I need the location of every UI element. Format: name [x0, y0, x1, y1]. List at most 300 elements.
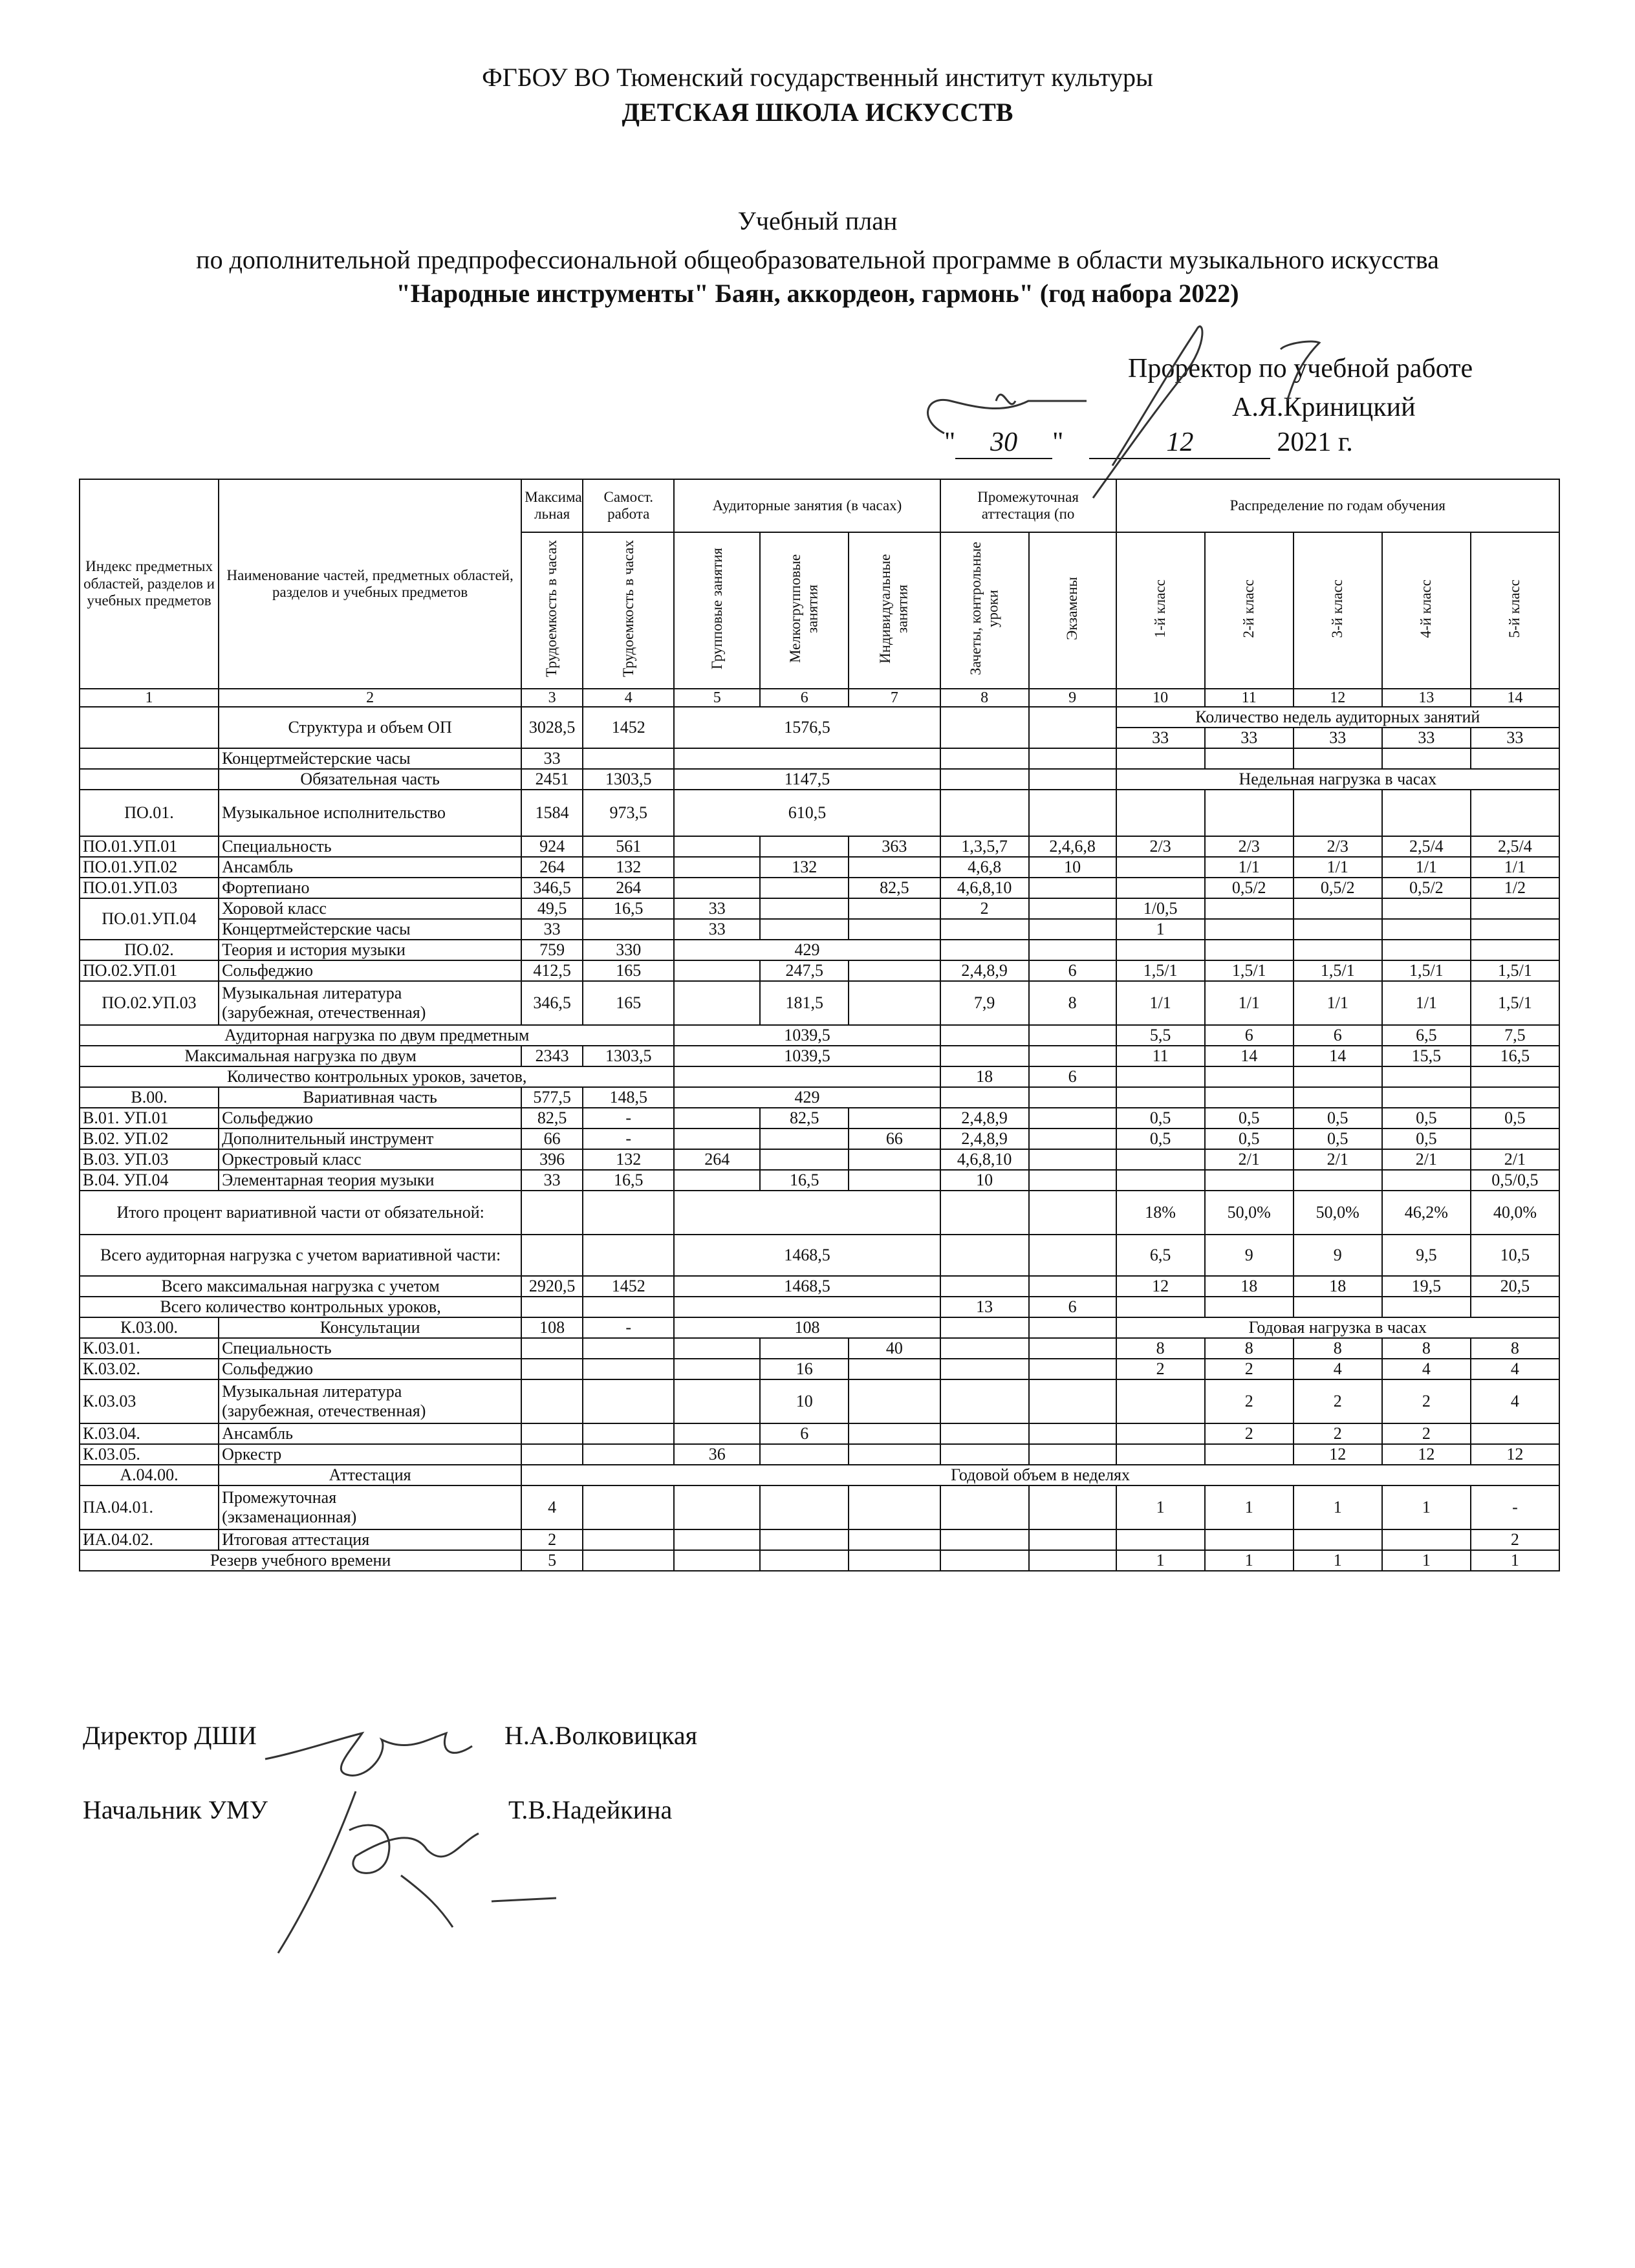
- subject-year-5: 12: [1471, 1444, 1559, 1465]
- subject-max: 33: [521, 1170, 583, 1191]
- subject-index: К.03.03: [80, 1379, 219, 1423]
- subject-year-3: 1/1: [1294, 981, 1382, 1025]
- subject-small-group: 82,5: [760, 1108, 849, 1129]
- header-attestation: Промежуточная аттестация (по: [940, 479, 1116, 532]
- subject-group: 36: [674, 1444, 760, 1465]
- subject-name: Специальность: [219, 836, 521, 857]
- subject-group: [674, 878, 760, 898]
- subject-year-2: 1/1: [1205, 981, 1294, 1025]
- col-number: 9: [1029, 689, 1116, 707]
- subject-year-4: 1,5/1: [1382, 960, 1471, 981]
- summary-year-1: 1: [1116, 1550, 1205, 1571]
- section-max: 577,5: [521, 1087, 583, 1108]
- table-row: [80, 857, 1559, 878]
- subject-year-1: 1,5/1: [1116, 960, 1205, 981]
- summary-year-4: 46,2%: [1382, 1191, 1471, 1235]
- subject-small-group: 132: [760, 857, 849, 878]
- subject-tests: 2,4,8,9: [940, 960, 1029, 981]
- section-row: [80, 790, 1559, 836]
- subject-name: Итоговая аттестация: [219, 1529, 521, 1550]
- subject-year-1: 0,5: [1116, 1129, 1205, 1149]
- subject-year-4: 2,5/4: [1382, 836, 1471, 857]
- table-row: [80, 1379, 1559, 1423]
- weekly-load-label: Недельная нагрузка в часах: [1116, 769, 1559, 790]
- subject-year-5: 2: [1471, 1529, 1559, 1550]
- subject-exams: [1029, 1129, 1116, 1149]
- header-year-3: 3-й класс: [1294, 532, 1382, 689]
- subject-year-5: 2/1: [1471, 1149, 1559, 1170]
- weeks-y1: 33: [1116, 728, 1205, 748]
- summary-year-4: 19,5: [1382, 1276, 1471, 1297]
- summary-year-2: 18: [1205, 1276, 1294, 1297]
- summary-row: [80, 1550, 1559, 1571]
- subject-max: 66: [521, 1129, 583, 1149]
- summary-row: [80, 1297, 1559, 1317]
- approver-signature: [899, 304, 1352, 498]
- subject-name: Специальность: [219, 1338, 521, 1359]
- mandatory-row: [80, 769, 1559, 790]
- header-tests: Зачеты, контрольные уроки: [940, 532, 1029, 689]
- subject-self: 264: [583, 878, 674, 898]
- section-max: 108: [521, 1317, 583, 1338]
- subject-group: [674, 836, 760, 857]
- header-individual: Индивидуальные занятия: [849, 532, 940, 689]
- subject-year-2: 0,5: [1205, 1129, 1294, 1149]
- summary-year-5: 16,5: [1471, 1046, 1559, 1066]
- subject-name: Ансамбль: [219, 1423, 521, 1444]
- col-number: 3: [521, 689, 583, 707]
- subject-tests: 4,6,8,10: [940, 1149, 1029, 1170]
- subject-self: 165: [583, 960, 674, 981]
- summary-year-5: 7,5: [1471, 1025, 1559, 1046]
- subject-tests: 4,6,8,10: [940, 878, 1029, 898]
- subject-max: 396: [521, 1149, 583, 1170]
- subject-exams: 8: [1029, 981, 1116, 1025]
- subject-max: 346,5: [521, 878, 583, 898]
- subject-year-5: 0,5/0,5: [1471, 1170, 1559, 1191]
- subject-name: Промежуточная (экзаменационная): [219, 1485, 521, 1529]
- subject-small-group: [760, 836, 849, 857]
- summary-year-4: 6,5: [1382, 1025, 1471, 1046]
- subject-year-3: 2/3: [1294, 836, 1382, 857]
- summary-aud: 1468,5: [674, 1276, 940, 1297]
- section-index: А.04.00.: [80, 1465, 219, 1485]
- subject-tests: 10: [940, 1170, 1029, 1191]
- summary-max: 2920,5: [521, 1276, 583, 1297]
- subject-exams: [1029, 1149, 1116, 1170]
- header-year-1: 1-й класс: [1116, 532, 1205, 689]
- summary-year-4: 1: [1382, 1550, 1471, 1571]
- section-name: Консультации: [219, 1317, 521, 1338]
- summary-year-1: 6,5: [1116, 1235, 1205, 1276]
- header-self: Самост. работа: [583, 479, 674, 532]
- summary-aud: 1039,5: [674, 1025, 940, 1046]
- weeks-y2: 33: [1205, 728, 1294, 748]
- subject-individual: [849, 1170, 940, 1191]
- summary-aud: 1039,5: [674, 1046, 940, 1066]
- subject-year-3: 2/1: [1294, 1149, 1382, 1170]
- summary-year-3: 9: [1294, 1235, 1382, 1276]
- subject-year-5: -: [1471, 1485, 1559, 1529]
- subject-max: 924: [521, 836, 583, 857]
- subject-year-3: 1/1: [1294, 857, 1382, 878]
- summary-self: 1303,5: [583, 1046, 674, 1066]
- subject-year-2: 2: [1205, 1379, 1294, 1423]
- col-number: 1: [80, 689, 219, 707]
- subject-year-4: 2/1: [1382, 1149, 1471, 1170]
- subject-year-2: 0,5: [1205, 1108, 1294, 1129]
- subject-year-3: [1294, 1170, 1382, 1191]
- subject-year-2: 1: [1205, 1485, 1294, 1529]
- subject-individual: 82,5: [849, 878, 940, 898]
- summary-year-3: 50,0%: [1294, 1191, 1382, 1235]
- summary-row: [80, 1191, 1559, 1235]
- subject-index: В.02. УП.02: [80, 1129, 219, 1149]
- table-row: [80, 1338, 1559, 1359]
- approval-year: 2021 г.: [1277, 427, 1353, 457]
- structure-max: 3028,5: [521, 707, 583, 748]
- subject-year-4: 0,5/2: [1382, 878, 1471, 898]
- curriculum-table: [79, 479, 1560, 1571]
- section-row: [80, 1317, 1559, 1338]
- summary-exams: 6: [1029, 1297, 1116, 1317]
- col-number: 14: [1471, 689, 1559, 707]
- section-row: [80, 1465, 1559, 1485]
- subject-index: В.01. УП.01: [80, 1108, 219, 1129]
- subject-year-5: 8: [1471, 1338, 1559, 1359]
- table-row: [80, 1149, 1559, 1170]
- summary-name: Резерв учебного времени: [80, 1550, 521, 1571]
- subject-max: 346,5: [521, 981, 583, 1025]
- subject-year-1: 2/3: [1116, 836, 1205, 857]
- summary-row: [80, 1066, 1559, 1087]
- subject-year-1: [1116, 1170, 1205, 1191]
- mandatory-aud: 1147,5: [674, 769, 940, 790]
- subject-year-5: 2,5/4: [1471, 836, 1559, 857]
- subject-year-4: 4: [1382, 1359, 1471, 1379]
- subject-group: 33: [674, 898, 760, 919]
- summary-year-5: 40,0%: [1471, 1191, 1559, 1235]
- summary-self: 1452: [583, 1276, 674, 1297]
- subject-group: [674, 1129, 760, 1149]
- column-numbers-row: [80, 689, 1559, 707]
- subject-year-2: 2/3: [1205, 836, 1294, 857]
- subject-year-1: 1/1: [1116, 981, 1205, 1025]
- subject-year-4: 1: [1382, 1485, 1471, 1529]
- table-row: [80, 1170, 1559, 1191]
- subject-year-1: [1116, 857, 1205, 878]
- subject-max: 33: [521, 919, 583, 940]
- summary-year-4: 15,5: [1382, 1046, 1471, 1066]
- subject-group: 264: [674, 1149, 760, 1170]
- subject-exams: 6: [1029, 960, 1116, 981]
- school-name: ДЕТСКАЯ ШКОЛА ИСКУССТВ: [622, 98, 1013, 127]
- subject-small-group: 16: [760, 1359, 849, 1379]
- table-row: [80, 1529, 1559, 1550]
- col-number: 8: [940, 689, 1029, 707]
- subject-year-3: 4: [1294, 1359, 1382, 1379]
- subject-exams: 10: [1029, 857, 1116, 878]
- table-row: [80, 919, 1559, 940]
- umu-head-signature: [259, 1772, 569, 1966]
- subject-index: К.03.05.: [80, 1444, 219, 1465]
- subject-max: 2: [521, 1529, 583, 1550]
- subject-name: Сольфеджио: [219, 1108, 521, 1129]
- section-max: 759: [521, 940, 583, 960]
- subject-group: [674, 857, 760, 878]
- summary-year-2: 6: [1205, 1025, 1294, 1046]
- summary-row: [80, 1235, 1559, 1276]
- subject-name: Оркестр: [219, 1444, 521, 1465]
- concert-hours-name: Концертмейстерские часы: [219, 748, 521, 769]
- organization-name: ФГБОУ ВО Тюменский государственный институт культуры: [482, 63, 1153, 92]
- subject-index: ПО.01.УП.04: [80, 898, 219, 940]
- subject-year-5: 4: [1471, 1359, 1559, 1379]
- umu-head-name: Т.В.Надейкина: [508, 1795, 673, 1824]
- section-aud: 108: [674, 1317, 940, 1338]
- table-row: [80, 1108, 1559, 1129]
- subject-year-4: 1/1: [1382, 857, 1471, 878]
- approval-date: " 30 " 12 2021 г.: [944, 427, 1353, 459]
- subject-individual: 363: [849, 836, 940, 857]
- summary-row: [80, 1276, 1559, 1297]
- subject-year-4: 12: [1382, 1444, 1471, 1465]
- subject-year-3: 0,5: [1294, 1129, 1382, 1149]
- header-distribution: Распределение по годам обучения: [1116, 479, 1559, 532]
- subject-exams: [1029, 1108, 1116, 1129]
- subject-self: -: [583, 1129, 674, 1149]
- section-name: Музыкальное исполнительство: [219, 790, 521, 836]
- section-max: 1584: [521, 790, 583, 836]
- subject-year-2: 2/1: [1205, 1149, 1294, 1170]
- header-year-5: 5-й класс: [1471, 532, 1559, 689]
- subject-year-1: [1116, 878, 1205, 898]
- subject-year-3: 0,5: [1294, 1108, 1382, 1129]
- subject-max: 412,5: [521, 960, 583, 981]
- subject-max: 82,5: [521, 1108, 583, 1129]
- subject-exams: [1029, 878, 1116, 898]
- summary-row: [80, 1046, 1559, 1066]
- header-self-hours: Трудоемкость в часах: [583, 532, 674, 689]
- section-self: 330: [583, 940, 674, 960]
- subject-self: 132: [583, 857, 674, 878]
- section-row: [80, 1087, 1559, 1108]
- subject-year-5: 4: [1471, 1379, 1559, 1423]
- structure-row: [80, 707, 1559, 728]
- subject-tests: 7,9: [940, 981, 1029, 1025]
- subject-year-1: 1: [1116, 1485, 1205, 1529]
- subject-year-1: [1116, 1149, 1205, 1170]
- summary-year-1: 18%: [1116, 1191, 1205, 1235]
- subject-small-group: [760, 1149, 849, 1170]
- approver-name: А.Я.Криницкий: [1232, 393, 1416, 422]
- subject-index: К.03.02.: [80, 1359, 219, 1379]
- summary-year-3: 14: [1294, 1046, 1382, 1066]
- subject-name: Сольфеджио: [219, 1359, 521, 1379]
- summary-year-2: 1: [1205, 1550, 1294, 1571]
- subject-year-5: [1471, 1129, 1559, 1149]
- document-subtitle: по дополнительной предпрофессиональной общеобразовательной программе в области музыкального искусства: [196, 245, 1439, 274]
- approval-day: 30: [955, 427, 1052, 459]
- header-small-group: Мелкогрупповые занятия: [760, 532, 849, 689]
- subject-year-4: 2: [1382, 1423, 1471, 1444]
- subject-name: Музыкальная литература (зарубежная, отечественная): [219, 1379, 521, 1423]
- section-name: Аттестация: [219, 1465, 521, 1485]
- col-number: 7: [849, 689, 940, 707]
- subject-self: 16,5: [583, 898, 674, 919]
- col-number: 13: [1382, 689, 1471, 707]
- summary-tests: 18: [940, 1066, 1029, 1087]
- col-number: 6: [760, 689, 849, 707]
- subject-year-2: 8: [1205, 1338, 1294, 1359]
- subject-small-group: 16,5: [760, 1170, 849, 1191]
- subject-max: 264: [521, 857, 583, 878]
- summary-tests: 13: [940, 1297, 1029, 1317]
- subject-year-1: 1/0,5: [1116, 898, 1205, 919]
- summary-max: 5: [521, 1550, 583, 1571]
- table-row: [80, 1129, 1559, 1149]
- subject-year-2: 1,5/1: [1205, 960, 1294, 981]
- subject-year-2: [1205, 1170, 1294, 1191]
- subject-self: -: [583, 1108, 674, 1129]
- subject-year-3: 1: [1294, 1485, 1382, 1529]
- subject-self: 165: [583, 981, 674, 1025]
- weeks-y5: 33: [1471, 728, 1559, 748]
- subject-year-5: 0,5: [1471, 1108, 1559, 1129]
- subject-year-4: 8: [1382, 1338, 1471, 1359]
- subject-individual: [849, 857, 940, 878]
- subject-index: В.04. УП.04: [80, 1170, 219, 1191]
- summary-year-2: 50,0%: [1205, 1191, 1294, 1235]
- subject-individual: [849, 1149, 940, 1170]
- subject-small-group: [760, 878, 849, 898]
- subject-year-3: 12: [1294, 1444, 1382, 1465]
- subject-year-2: 2: [1205, 1423, 1294, 1444]
- mandatory-max: 2451: [521, 769, 583, 790]
- director-role: Директор ДШИ: [83, 1721, 257, 1750]
- col-number: 5: [674, 689, 760, 707]
- subject-name: Дополнительный инструмент: [219, 1129, 521, 1149]
- section-aud: 610,5: [674, 790, 940, 836]
- subject-index: ПО.01.УП.01: [80, 836, 219, 857]
- approver-role: Проректор по учебной работе: [1128, 354, 1473, 383]
- header-max-hours: Трудоемкость в часах: [521, 532, 583, 689]
- section-index: В.00.: [80, 1087, 219, 1108]
- header-year-4: 4-й класс: [1382, 532, 1471, 689]
- subject-year-2: 0,5/2: [1205, 878, 1294, 898]
- subject-year-2: 1/1: [1205, 857, 1294, 878]
- section-self: -: [583, 1317, 674, 1338]
- subject-index: ПО.02.УП.01: [80, 960, 219, 981]
- subject-tests: 4,6,8: [940, 857, 1029, 878]
- table-row: [80, 960, 1559, 981]
- subject-small-group: 6: [760, 1423, 849, 1444]
- table-row: [80, 898, 1559, 919]
- header-index: Индекс предметных областей, разделов и учебных предметов: [80, 479, 219, 689]
- summary-name: Максимальная нагрузка по двум: [80, 1046, 521, 1066]
- col-number: 2: [219, 689, 521, 707]
- weeks-label: Количество недель аудиторных занятий: [1116, 707, 1559, 728]
- summary-name: Количество контрольных уроков, зачетов,: [80, 1066, 674, 1087]
- subject-exams: [1029, 1170, 1116, 1191]
- subject-index: В.03. УП.03: [80, 1149, 219, 1170]
- col-number: 11: [1205, 689, 1294, 707]
- subject-year-5: 1,5/1: [1471, 981, 1559, 1025]
- subject-index: ПО.02.УП.03: [80, 981, 219, 1025]
- table-row: [80, 1423, 1559, 1444]
- table-row: [80, 836, 1559, 857]
- section-self: 973,5: [583, 790, 674, 836]
- subject-tests: 2,4,8,9: [940, 1108, 1029, 1129]
- subject-name: Музыкальная литература (зарубежная, отечественная): [219, 981, 521, 1025]
- concert-hours-row: [80, 748, 1559, 769]
- subject-small-group: [760, 1129, 849, 1149]
- subject-exams: 2,4,6,8: [1029, 836, 1116, 857]
- section-row: [80, 940, 1559, 960]
- subject-max: 4: [521, 1485, 583, 1529]
- summary-year-5: 10,5: [1471, 1235, 1559, 1276]
- summary-name: Итого процент вариативной части от обязательной:: [80, 1191, 521, 1235]
- subject-index: К.03.01.: [80, 1338, 219, 1359]
- subject-small-group: 10: [760, 1379, 849, 1423]
- summary-year-3: 1: [1294, 1550, 1382, 1571]
- section-self: 148,5: [583, 1087, 674, 1108]
- header-aud: Аудиторные занятия (в часах): [674, 479, 940, 532]
- subject-year-4: 0,5: [1382, 1129, 1471, 1149]
- subject-group: [674, 1108, 760, 1129]
- director-name: Н.А.Волковицкая: [504, 1721, 697, 1750]
- subject-small-group: 181,5: [760, 981, 849, 1025]
- subject-year-5: 1/2: [1471, 878, 1559, 898]
- summary-year-1: 11: [1116, 1046, 1205, 1066]
- section-name: Теория и история музыки: [219, 940, 521, 960]
- header-max: Максима льная: [521, 479, 583, 532]
- subject-year-3: 8: [1294, 1338, 1382, 1359]
- subject-self: 132: [583, 1149, 674, 1170]
- summary-row: [80, 1025, 1559, 1046]
- section-aud: 429: [674, 1087, 940, 1108]
- summary-year-2: 9: [1205, 1235, 1294, 1276]
- summary-year-4: 9,5: [1382, 1235, 1471, 1276]
- structure-name: Структура и объем ОП: [219, 707, 521, 748]
- summary-name: Всего аудиторная нагрузка с учетом вариативной части:: [80, 1235, 521, 1276]
- subject-name: Сольфеджио: [219, 960, 521, 981]
- col-number: 10: [1116, 689, 1205, 707]
- subject-tests: 1,3,5,7: [940, 836, 1029, 857]
- annual-weeks-label: Годовой объем в неделях: [521, 1465, 1559, 1485]
- summary-year-5: 1: [1471, 1550, 1559, 1571]
- subject-year-1: 0,5: [1116, 1108, 1205, 1129]
- program-name: "Народные инструменты" Баян, аккордеон, гармонь" (год набора 2022): [396, 279, 1239, 308]
- subject-year-4: 1/1: [1382, 981, 1471, 1025]
- header-exams: Экзамены: [1029, 532, 1116, 689]
- subject-year-2: 2: [1205, 1359, 1294, 1379]
- subject-name: Ансамбль: [219, 857, 521, 878]
- subject-index: ИА.04.02.: [80, 1529, 219, 1550]
- subject-year-1: 2: [1116, 1359, 1205, 1379]
- subject-max: 49,5: [521, 898, 583, 919]
- subject-individual: 66: [849, 1129, 940, 1149]
- table-row: [80, 981, 1559, 1025]
- structure-aud: 1576,5: [674, 707, 940, 748]
- umu-head-role: Начальник УМУ: [83, 1795, 268, 1824]
- table-row: [80, 1444, 1559, 1465]
- table-row: [80, 1359, 1559, 1379]
- subject-year-5: 1,5/1: [1471, 960, 1559, 981]
- approval-month: 12: [1089, 427, 1270, 459]
- subject-tests: 2: [940, 898, 1029, 919]
- table-row: [80, 878, 1559, 898]
